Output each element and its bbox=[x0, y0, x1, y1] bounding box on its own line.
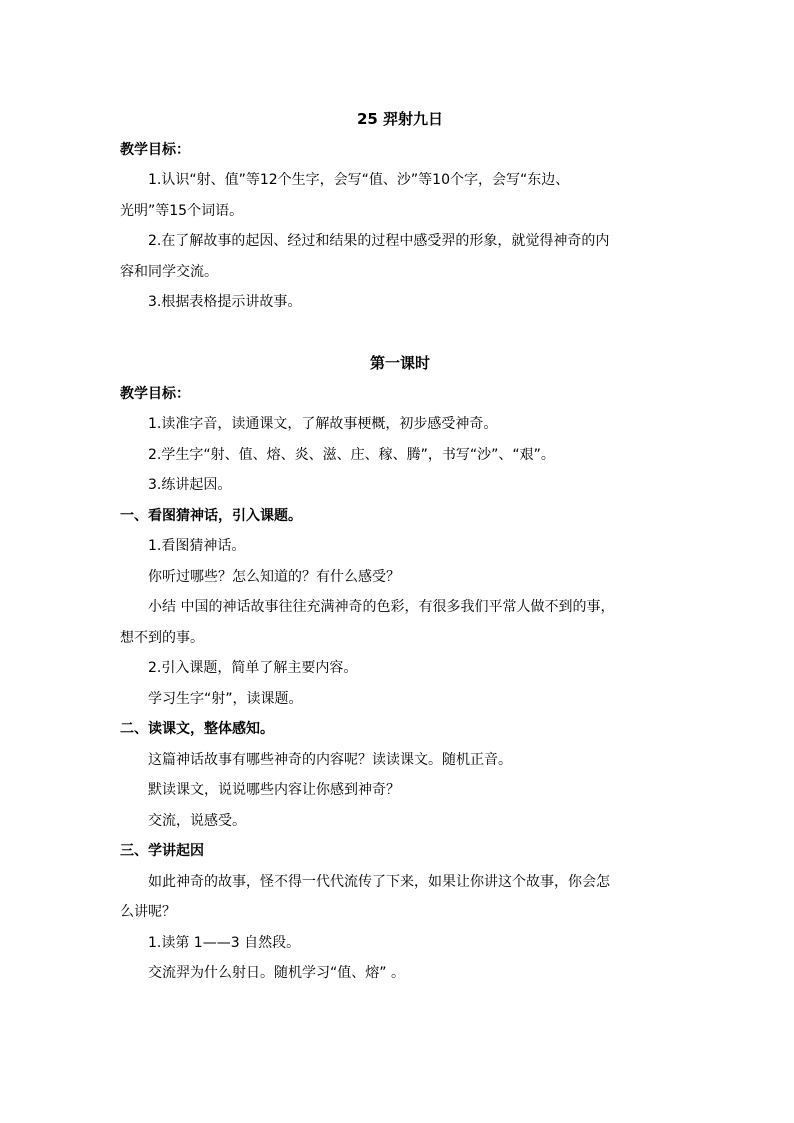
section-1-line-2: 你听过哪些？怎么知道的？有什么感受？ bbox=[148, 568, 400, 585]
section-1-line-4: 学习生字“射”，读课题。 bbox=[148, 690, 303, 707]
document-title: 25 羿射九日 bbox=[356, 110, 444, 128]
section-3-para-line-2: 么讲呢？ bbox=[120, 904, 176, 920]
goals-heading: 教学目标： bbox=[120, 141, 190, 158]
lesson-1-goals-heading: 教学目标： bbox=[120, 385, 190, 402]
lesson-1-heading: 第一课时 bbox=[369, 354, 430, 372]
section-3-heading: 三、学讲起因 bbox=[120, 843, 204, 859]
goal-2-line-2: 容和同学交流。 bbox=[120, 263, 218, 280]
section-3-line-1: 1.读第 1——3 自然段。 bbox=[148, 934, 301, 951]
section-1-line-1: 1.看图猜神话。 bbox=[148, 538, 246, 554]
spacer bbox=[120, 318, 680, 349]
section-2-line-1: 这篇神话故事有哪些神奇的内容呢？读读课文。随机正音。 bbox=[148, 751, 512, 768]
document-body bbox=[120, 104, 680, 989]
goal-1-line-1: 1.认识“射、值”等12个生字，会写“值、沙”等10个字，会写“东边、 bbox=[148, 172, 570, 188]
section-2-line-2: 默读课文，说说哪些内容让你感到神奇？ bbox=[148, 782, 400, 798]
section-3-para-line-1: 如此神奇的故事，怪不得一代代流传了下来，如果让你讲这个故事，你会怎 bbox=[148, 873, 610, 890]
lesson-1-goal-2: 2.学生字“射、值、熔、炎、滋、庄、稼、腾”，书写“沙”、“艰”。 bbox=[148, 446, 555, 463]
section-1-summary-line-2: 想不到的事。 bbox=[120, 629, 204, 646]
goal-1-line-2: 光明”等15个词语。 bbox=[120, 202, 244, 219]
section-3-line-2: 交流羿为什么射日。随机学习“值、熔” 。 bbox=[148, 965, 405, 981]
lesson-1-goal-1: 1.读准字音，读通课文，了解故事梗概，初步感受神奇。 bbox=[148, 416, 498, 432]
section-1-heading: 一、看图猜神话，引入课题。 bbox=[120, 507, 302, 524]
section-2-line-3: 交流，说感受。 bbox=[148, 812, 246, 829]
goal-3: 3.根据表格提示讲故事。 bbox=[148, 294, 302, 310]
goal-2-line-1: 2.在了解故事的起因、经过和结果的过程中感受羿的形象，就觉得神奇的内 bbox=[148, 233, 610, 249]
lesson-1-goal-3: 3.练讲起因。 bbox=[148, 477, 232, 493]
section-1-line-3: 2.引入课题，简单了解主要内容。 bbox=[148, 660, 358, 676]
section-1-summary-line-1: 小结 中国的神话故事往往充满神奇的色彩，有很多我们平常人做不到的事， bbox=[148, 599, 615, 615]
section-2-heading: 二、读课文，整体感知。 bbox=[120, 721, 274, 737]
